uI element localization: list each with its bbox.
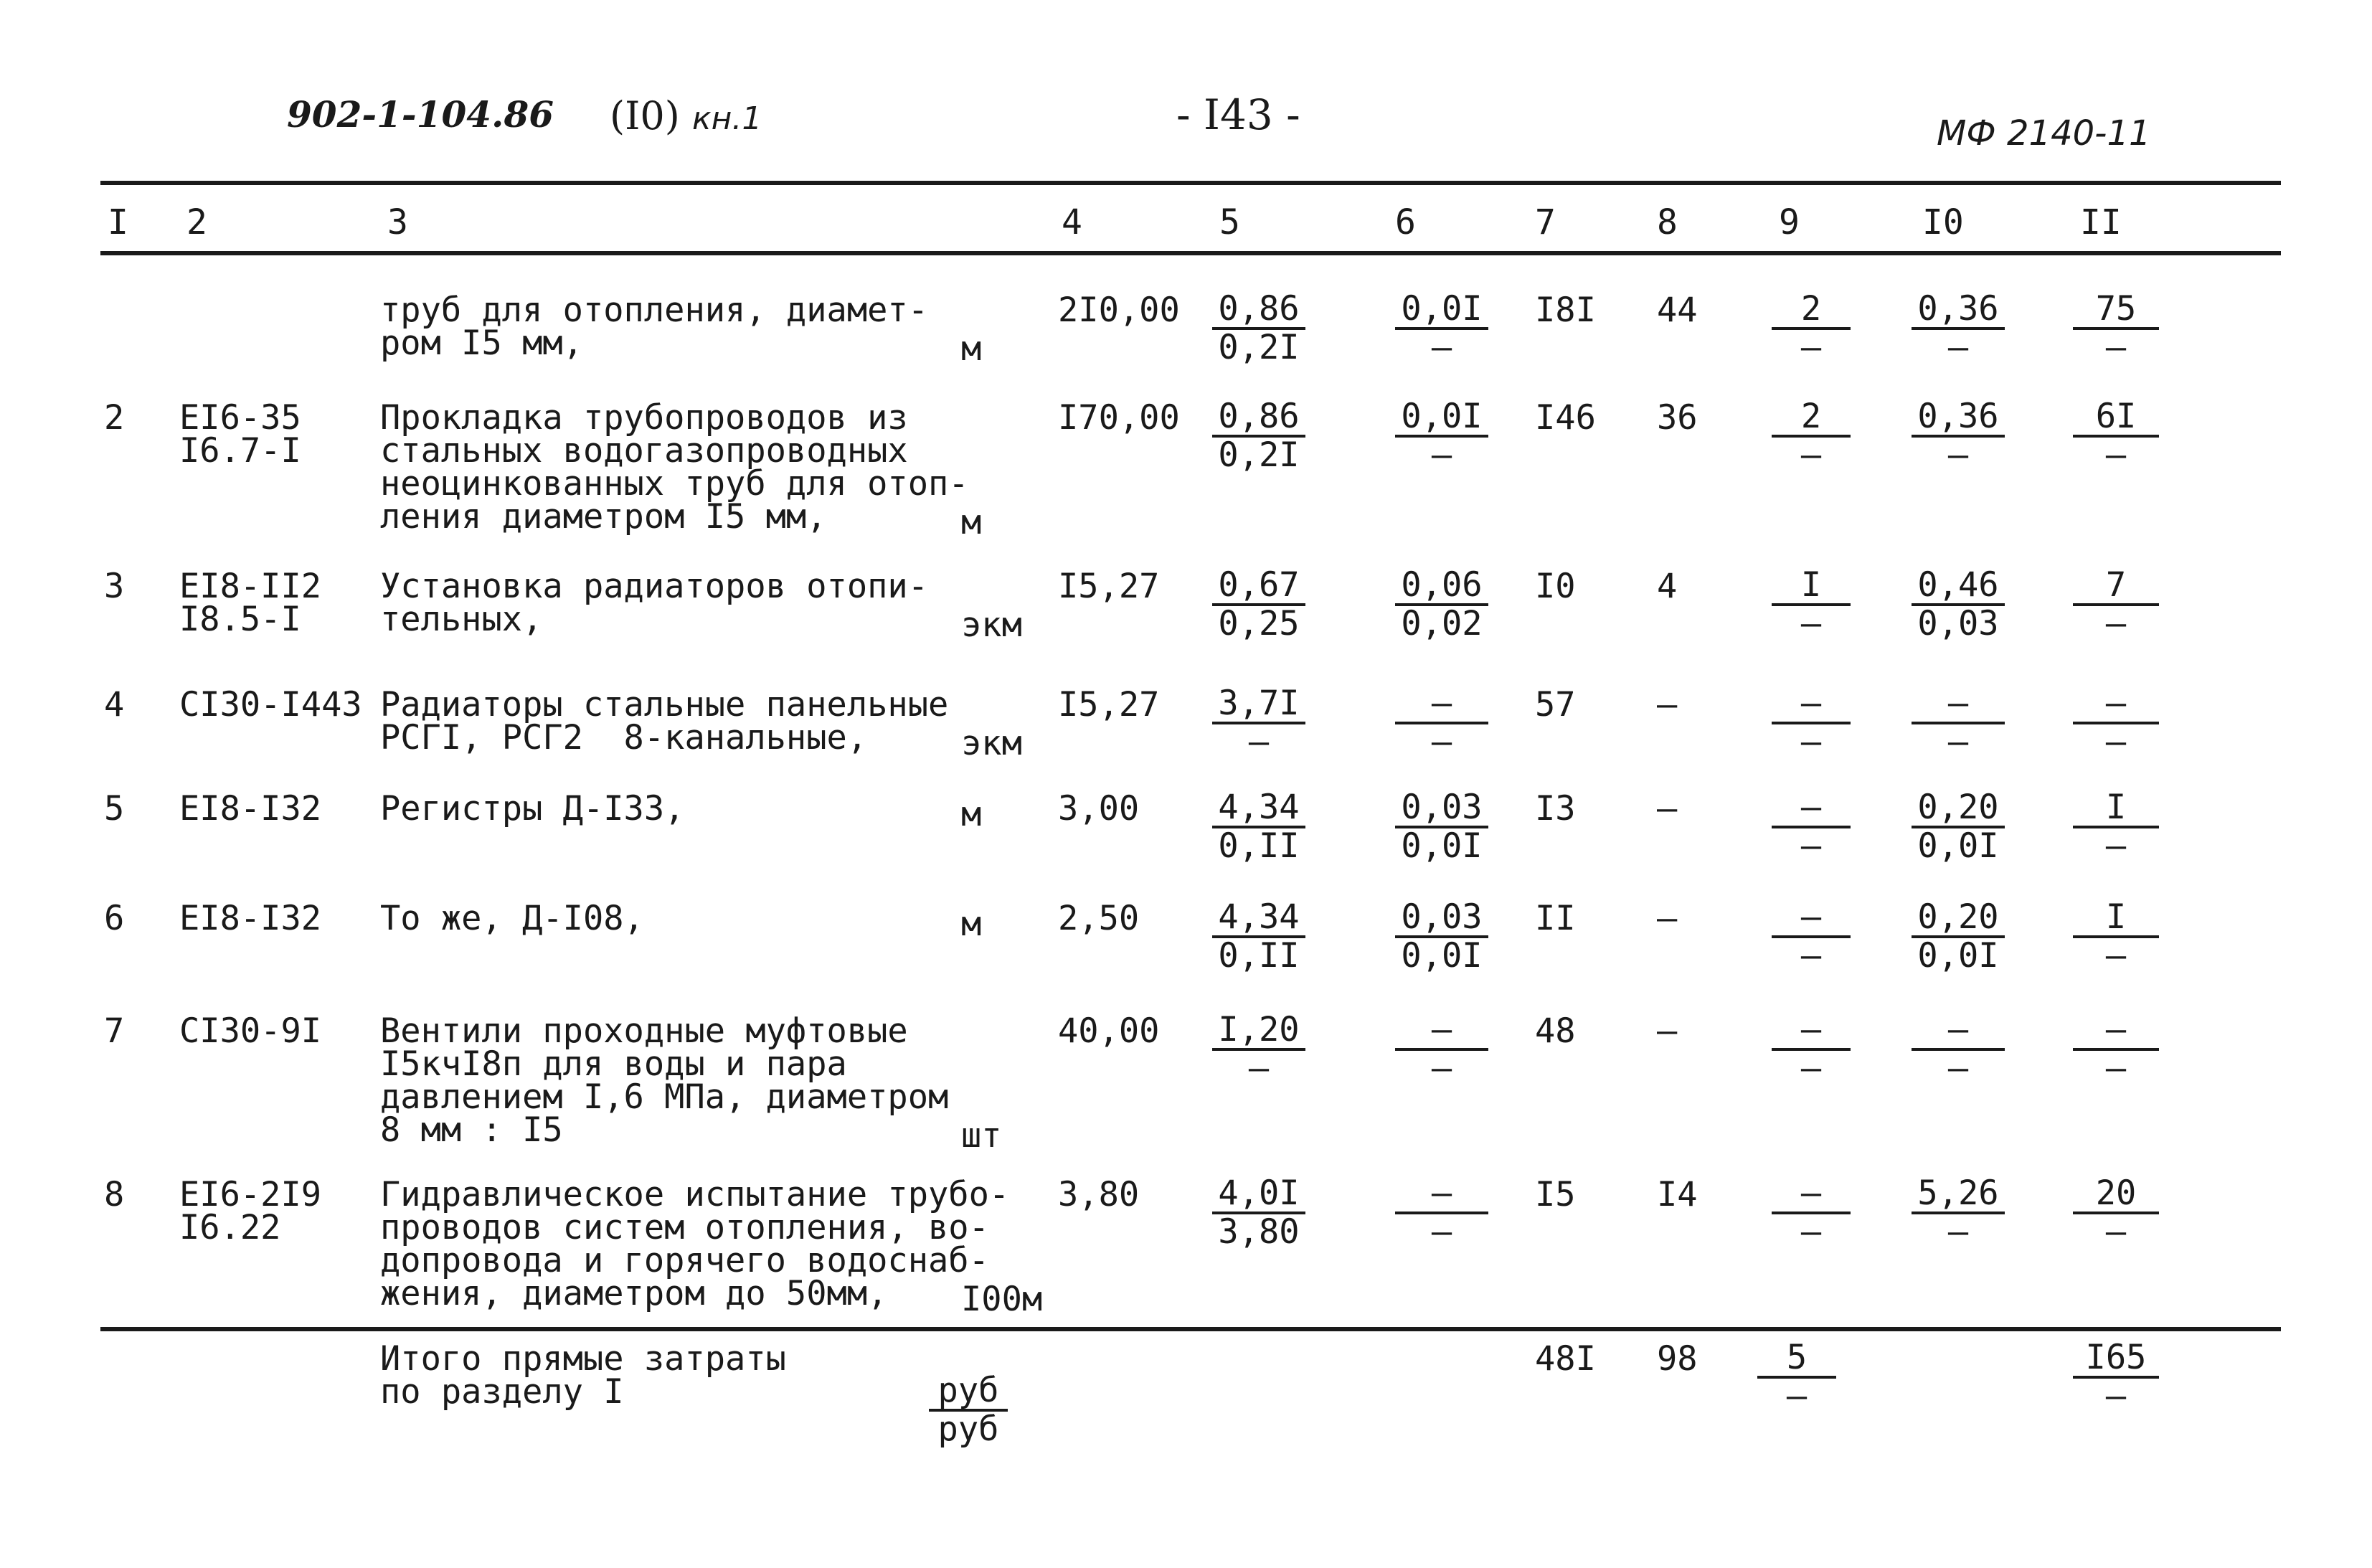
unit-cost — [1212, 790, 1305, 864]
numerator: – — [1800, 788, 1822, 827]
total-cost: II — [1535, 899, 1576, 938]
numerator: 75 — [2095, 289, 2137, 329]
wages-unit — [1395, 1173, 1488, 1252]
quantity: I5,27 — [1058, 685, 1160, 724]
denominator: – — [1395, 1048, 1488, 1087]
total-cost: I8I — [1535, 291, 1596, 330]
numerator: руб — [937, 1371, 999, 1410]
machine-cost — [1772, 790, 1851, 864]
numerator: – — [2105, 1010, 2127, 1049]
denominator: 0,0I — [1912, 935, 2005, 974]
labor-unit — [1912, 399, 2005, 473]
column-header: I — [108, 202, 128, 242]
unit-cost — [1212, 686, 1305, 760]
quantity: 3,80 — [1058, 1175, 1140, 1214]
numerator: – — [1800, 897, 1822, 937]
numerator: 5,26 — [1917, 1173, 1999, 1213]
header-bottom-rule — [100, 251, 2281, 255]
column-header: 9 — [1779, 202, 1800, 242]
machine-cost — [1772, 399, 1851, 473]
denominator: 0,25 — [1212, 603, 1305, 642]
column-header: 5 — [1219, 202, 1240, 242]
labor-unit — [1912, 567, 2005, 642]
unit: м — [961, 329, 982, 369]
total-wages: 36 — [1657, 398, 1698, 438]
numerator: 0,36 — [1917, 397, 1999, 436]
total-wages: – — [1657, 685, 1678, 724]
column-header: 8 — [1657, 202, 1678, 242]
total-rule — [100, 1327, 2281, 1331]
numerator: I — [2105, 897, 2127, 937]
numerator: 0,36 — [1917, 289, 1999, 329]
denominator: 0,0I — [1395, 935, 1488, 974]
numerator: – — [1947, 1010, 1969, 1049]
labor-total — [2073, 686, 2159, 760]
total-cost: I3 — [1535, 789, 1576, 828]
labor-total — [2073, 567, 2159, 642]
numerator: – — [1800, 1010, 1822, 1049]
column-header: II — [2080, 202, 2122, 242]
labor-unit — [1912, 1173, 2005, 1252]
price-code: EI6-35 I6.7-I — [179, 398, 301, 471]
column-header: 7 — [1535, 202, 1556, 242]
machine-cost — [1772, 1173, 1851, 1252]
denominator: – — [2073, 1376, 2159, 1414]
numerator: 2 — [1800, 289, 1822, 329]
work-description: Установка радиаторов отопи- тельных, — [380, 567, 929, 639]
machine-cost — [1772, 899, 1851, 974]
denominator: – — [1772, 327, 1851, 366]
work-description: Вентили проходные муфтовые I5кчI8п для воды и пара давлением I,6 МПа, диаметром 8 мм : I5 — [380, 1011, 949, 1150]
total-cost: I0 — [1535, 567, 1576, 606]
row-number: 5 — [104, 789, 125, 828]
labor-total — [2073, 899, 2159, 974]
denominator: – — [1912, 1212, 2005, 1250]
numerator: 0,03 — [1401, 788, 1483, 827]
unit: экм — [961, 724, 1022, 763]
labor-total — [2073, 291, 2159, 366]
unit: м — [961, 503, 982, 542]
numerator: 4,34 — [1218, 788, 1300, 827]
machine-cost — [1772, 291, 1851, 366]
denominator: 0,02 — [1395, 603, 1488, 642]
volume-number: (I0) — [610, 93, 680, 138]
column-header: 6 — [1395, 202, 1416, 242]
numerator: – — [1431, 1173, 1452, 1213]
quantity: 2I0,00 — [1058, 291, 1180, 330]
denominator: 0,II — [1212, 935, 1305, 974]
numerator: 0,86 — [1218, 289, 1300, 329]
machine-cost — [1772, 686, 1851, 760]
row-number: 8 — [104, 1175, 125, 1214]
numerator: – — [1800, 684, 1822, 723]
numerator: 0,86 — [1218, 397, 1300, 436]
denominator: 0,2I — [1212, 327, 1305, 366]
column-header: I0 — [1922, 202, 1964, 242]
page-number: - I43 - — [1176, 90, 1300, 139]
numerator: – — [1431, 1010, 1452, 1049]
unit: м — [961, 905, 982, 944]
numerator: 5 — [1786, 1338, 1808, 1377]
labor-total — [2073, 399, 2159, 473]
price-code: EI8-I32 — [179, 899, 322, 938]
row-number: 3 — [104, 567, 125, 606]
denominator: 0,0I — [1912, 826, 2005, 864]
denominator: 0,II — [1212, 826, 1305, 864]
denominator: – — [2073, 1048, 2159, 1087]
denominator: – — [1772, 1048, 1851, 1087]
row-number: 6 — [104, 899, 125, 938]
machine-cost — [1772, 567, 1851, 642]
denominator: – — [2073, 722, 2159, 760]
denominator: – — [1772, 935, 1851, 974]
numerator: I,20 — [1218, 1010, 1300, 1049]
total-labor — [2073, 1340, 2159, 1414]
denominator: – — [1912, 722, 2005, 760]
price-code: EI8-II2 I8.5-I — [179, 567, 322, 639]
total-cost: 48 — [1535, 1011, 1576, 1051]
numerator: 3,7I — [1218, 684, 1300, 723]
total-cost: I46 — [1535, 398, 1596, 438]
quantity: 2,50 — [1058, 899, 1140, 938]
unit-cost — [1212, 1012, 1305, 1087]
wages-unit — [1395, 399, 1488, 473]
numerator: 4,34 — [1218, 897, 1300, 937]
denominator: – — [1757, 1376, 1836, 1414]
price-code: EI8-I32 — [179, 789, 322, 828]
numerator: 0,46 — [1917, 565, 1999, 605]
denominator: – — [2073, 603, 2159, 642]
volume-label — [610, 93, 762, 138]
unit: I00м — [961, 1280, 1043, 1319]
denominator: – — [1772, 722, 1851, 760]
denominator: 3,80 — [1212, 1212, 1305, 1250]
labor-unit — [1912, 1012, 2005, 1087]
denominator: – — [1772, 826, 1851, 864]
numerator: 20 — [2095, 1173, 2137, 1213]
quantity: 40,00 — [1058, 1011, 1160, 1051]
unit-cost — [1212, 1173, 1305, 1252]
wages-unit — [1395, 1012, 1488, 1087]
denominator: – — [1772, 435, 1851, 473]
total-unit — [929, 1373, 1008, 1447]
total-cost: I5 — [1535, 1175, 1576, 1214]
labor-unit — [1912, 686, 2005, 760]
labor-total — [2073, 1173, 2159, 1252]
denominator: – — [1395, 722, 1488, 760]
quantity: I5,27 — [1058, 567, 1160, 606]
numerator: 0,03 — [1401, 897, 1483, 937]
numerator: 0,0I — [1401, 289, 1483, 329]
quantity: 3,00 — [1058, 789, 1140, 828]
denominator: 0,2I — [1212, 435, 1305, 473]
table-top-rule — [100, 181, 2281, 185]
total-wages: – — [1657, 789, 1678, 828]
total-wages: I4 — [1657, 1175, 1698, 1214]
row-number: 7 — [104, 1011, 125, 1051]
numerator: 0,20 — [1917, 788, 1999, 827]
labor-total — [2073, 790, 2159, 864]
numerator: I — [2105, 788, 2127, 827]
numerator: 7 — [2105, 565, 2127, 605]
unit-cost — [1212, 291, 1305, 366]
denominator: руб — [929, 1409, 1008, 1447]
total-cost: 57 — [1535, 685, 1576, 724]
numerator: – — [2105, 684, 2127, 723]
denominator: – — [2073, 1212, 2159, 1250]
work-description: Гидравлическое испытание трубо- проводов систем отопления, во- допровода и горячего водоснаб- жения, диаметром до 50мм, — [380, 1175, 1010, 1313]
column-header: 2 — [186, 202, 207, 242]
denominator: – — [1212, 1048, 1305, 1087]
wages-unit — [1395, 291, 1488, 366]
denominator: – — [1912, 327, 2005, 366]
numerator: 0,67 — [1218, 565, 1300, 605]
total-wages: 4 — [1657, 567, 1678, 606]
numerator: I65 — [2085, 1338, 2147, 1377]
book-note: кн.1 — [692, 100, 762, 137]
numerator: 6I — [2095, 397, 2137, 436]
labor-total — [2073, 1012, 2159, 1087]
total-wages: 98 — [1657, 1339, 1698, 1379]
quantity: I70,00 — [1058, 398, 1180, 438]
unit-cost — [1212, 899, 1305, 974]
work-description: То же, Д-I08, — [380, 899, 644, 938]
labor-unit — [1912, 899, 2005, 974]
price-code: CI30-9I — [179, 1011, 322, 1051]
labor-unit — [1912, 790, 2005, 864]
denominator: – — [1912, 435, 2005, 473]
column-header: 4 — [1062, 202, 1082, 242]
unit: м — [961, 795, 982, 834]
numerator: – — [1800, 1173, 1822, 1213]
work-description: Радиаторы стальные панельные РСГI, РСГ2 8-канальные, — [380, 685, 949, 757]
numerator: I — [1800, 565, 1822, 605]
numerator: – — [1431, 684, 1452, 723]
wages-unit — [1395, 567, 1488, 642]
total-wages: 44 — [1657, 291, 1698, 330]
numerator: 0,20 — [1917, 897, 1999, 937]
unit: экм — [961, 605, 1022, 645]
total-wages: – — [1657, 899, 1678, 938]
total-description: Итого прямые затраты по разделу I — [380, 1339, 786, 1412]
denominator: – — [1912, 1048, 2005, 1087]
work-description: труб для отопления, диамет- ром I5 мм, — [380, 291, 929, 363]
denominator: – — [2073, 826, 2159, 864]
wages-unit — [1395, 686, 1488, 760]
total-cost: 48I — [1535, 1339, 1596, 1379]
denominator: 0,0I — [1395, 826, 1488, 864]
price-code: CI30-I443 — [179, 685, 362, 724]
work-description: Прокладка трубопроводов из стальных водогазопроводных неоцинкованных труб для отоп- ления диаметром I5 мм, — [380, 398, 969, 537]
machine-cost — [1772, 1012, 1851, 1087]
denominator: – — [1772, 603, 1851, 642]
price-code: EI6-2I9 I6.22 — [179, 1175, 322, 1247]
denominator: – — [1395, 1212, 1488, 1250]
project-code: 902-1-104.86 — [287, 93, 554, 136]
numerator: 0,06 — [1401, 565, 1483, 605]
wages-unit — [1395, 790, 1488, 864]
denominator: – — [1395, 327, 1488, 366]
row-number: 2 — [104, 398, 125, 438]
work-description: Регистры Д-I33, — [380, 789, 685, 828]
denominator: – — [1395, 435, 1488, 473]
labor-unit — [1912, 291, 2005, 366]
wages-unit — [1395, 899, 1488, 974]
numerator: 4,0I — [1218, 1173, 1300, 1213]
denominator: – — [1212, 722, 1305, 760]
denominator: 0,03 — [1912, 603, 2005, 642]
total-machine — [1757, 1340, 1836, 1414]
unit: шт — [961, 1116, 1002, 1156]
denominator: – — [2073, 327, 2159, 366]
total-wages: – — [1657, 1011, 1678, 1051]
numerator: – — [1947, 684, 1969, 723]
column-header: 3 — [387, 202, 408, 242]
numerator: 0,0I — [1401, 397, 1483, 436]
denominator: – — [1772, 1212, 1851, 1250]
denominator: – — [2073, 935, 2159, 974]
denominator: – — [2073, 435, 2159, 473]
row-number: 4 — [104, 685, 125, 724]
numerator: 2 — [1800, 397, 1822, 436]
document-reference: МФ 2140-11 — [1937, 113, 2151, 154]
unit-cost — [1212, 399, 1305, 473]
unit-cost — [1212, 567, 1305, 642]
